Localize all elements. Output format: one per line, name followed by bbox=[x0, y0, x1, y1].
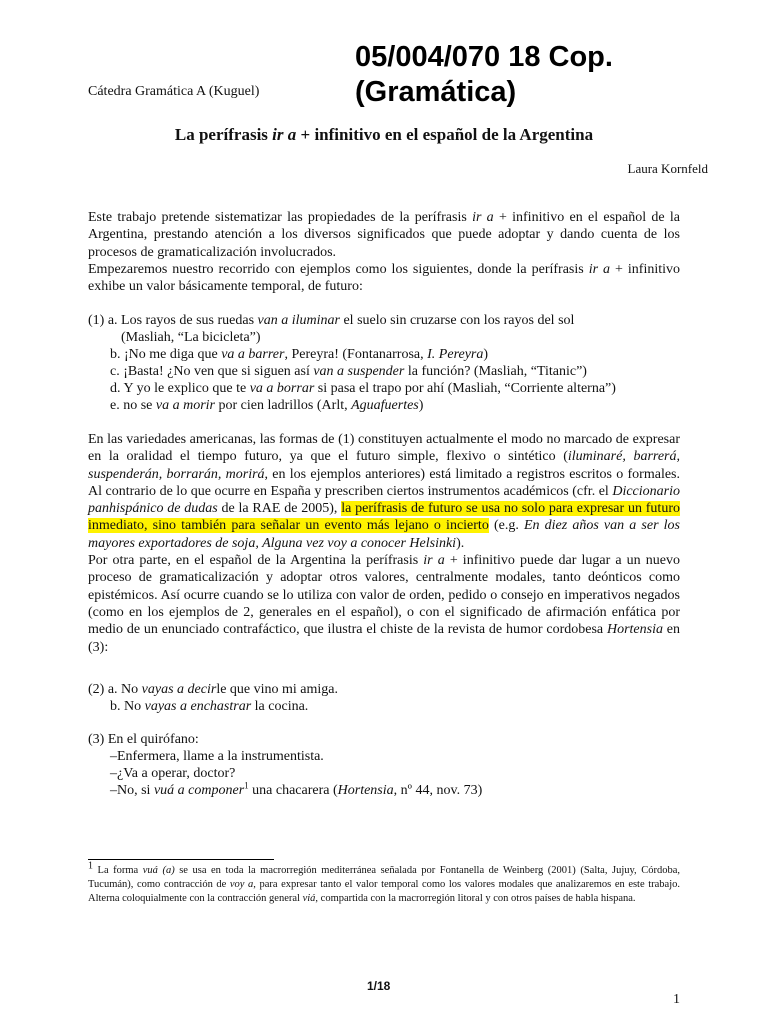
example-1d: d. Y yo le explico que te va a borrar si pasa el trapo por ahí (Masliah, “Corriente alterna”) bbox=[110, 381, 616, 396]
example-1e: e. no se va a morir por cien ladrillos (Arlt, Aguafuertes) bbox=[110, 398, 424, 413]
example-2a: (2) a. No vayas a decirle que vino mi amiga. bbox=[88, 682, 339, 697]
footnote-divider bbox=[88, 859, 274, 860]
footnote-number: 1 bbox=[88, 860, 93, 872]
footnote-reference[interactable]: 1 bbox=[244, 780, 249, 791]
author-name: Laura Kornfeld bbox=[627, 161, 708, 176]
intro-paragraph: Este trabajo pretende sistematizar las propiedades de la perífrasis ir a + infinitivo en el español de la Argentina, prestando atención a los diversos significados que puede adoptar y dando cuenta de los procesos de gramaticalización involucrados. Empezaremos nuestro recorrido con ejemplos como los siguientes, donde la perífrasis ir a + infinitivo exhibe un valor básicamente temporal, de futuro: bbox=[88, 210, 680, 295]
page-counter: 1/18 bbox=[367, 979, 391, 993]
footnote: $^1$ La forma vuá (a) se usa en toda la macrorregión mediterránea señalada por Fontanella de Weinberg (2001) (Salta, Jujuy, Córdoba, Tucumán), como contracción de voy a, para expresar tanto el valor temporal como los valores modales que analizaremos en este trabajo. Alterna coloquialmente con la contracción general viá, compartida con la macrorregión litoral y con otros países de habla hispana. bbox=[88, 860, 680, 904]
example-1c: c. ¡Basta! ¿No ven que si siguen así van a suspender la función? (Masliah, “Titanic”) bbox=[110, 364, 587, 379]
example-1a-source: (Masliah, “La bicicleta”) bbox=[121, 330, 261, 345]
stamp-code: 05/004/070 18 Cop. bbox=[355, 41, 613, 73]
stamp-subject: (Gramática) bbox=[355, 76, 517, 108]
document-stamp bbox=[355, 40, 613, 110]
example-2b: b. No vayas a enchastrar la cocina. bbox=[110, 699, 309, 714]
paragraph-future: En las variedades americanas, las formas de (1) constituyen actualmente el modo no marcado de expresar en la oralidad el tiempo futuro, ya que el futuro simple, flexivo o sintético (iluminaré, barrerá, suspenderán, borrarán, morirá, en los ejemplos anteriores) está limitado a registros escritos o formales. Al contrario de lo que ocurre en España y prescriben ciertos instrumentos académicos (cfr. el Diccionario panhispánico de dudas de la RAE de 2005), la perífrasis de futuro se usa no solo para expresar un futuro inmediato, sino también para señalar un evento más lejano o incierto (e.g. En diez años van a ser los mayores exportadores de soja, Alguna vez voy a conocer Helsinki). bbox=[88, 432, 681, 551]
page-number: 1 bbox=[673, 992, 680, 1007]
example-3-heading: (3) En el quirófano: bbox=[88, 732, 199, 747]
example-1b: b. ¡No me diga que va a barrer, Pereyra! (Fontanarrosa, I. Pereyra) bbox=[110, 347, 489, 362]
example-3-line-2: –¿Va a operar, doctor? bbox=[110, 766, 236, 781]
document-title: La perífrasis ir a + infinitivo en el español de la Argentina bbox=[174, 125, 594, 144]
example-1a: (1) a. Los rayos de sus ruedas van a iluminar el suelo sin cruzarse con los rayos del sol bbox=[88, 313, 575, 328]
course-header: Cátedra Gramática A (Kuguel) bbox=[88, 84, 260, 99]
body-paragraphs bbox=[88, 431, 680, 656]
highlighted-text: la perífrasis de futuro se usa no solo para expresar un futuro inmediato, sino también para señalar un evento más lejano o incierto bbox=[88, 501, 680, 534]
example-3-line-3: –No, si vuá a componer$^1$ una chacarera (Hortensia, nº 44, nov. 73) bbox=[110, 780, 483, 798]
paragraph-modal: Por otra parte, en el español de la Argentina la perífrasis ir a + infinitivo puede dar lugar a un nuevo proceso de gramaticalización y adoptar otros valores, centralmente modales, tanto deónticos como epistémicos. Así ocurre cuando se lo utiliza con valor de orden, pedido o consejo en imperativos negados (como en los ejemplos de 2, generales en el español), o con el significado de afirmación enfática por medio de un enunciado contrafáctico, que ilustra el chiste de la revista de humor cordobesa Hortensia en (3): bbox=[88, 553, 681, 655]
example-3-line-1: –Enfermera, llame a la instrumentista. bbox=[110, 749, 324, 764]
